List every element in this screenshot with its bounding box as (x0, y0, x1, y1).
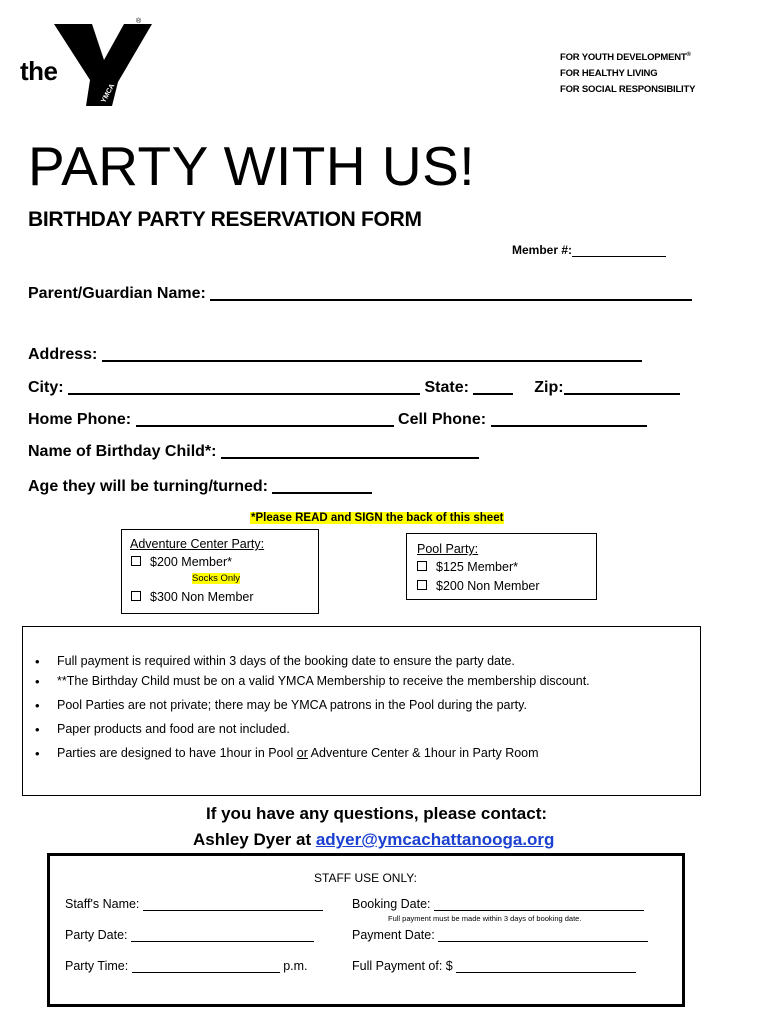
guardian-label: Parent/Guardian Name: (28, 285, 206, 302)
home-phone-line[interactable] (136, 409, 394, 427)
ymca-y-icon (46, 18, 154, 108)
rule-last-pre: Parties are designed to have 1hour in Pool (57, 746, 297, 760)
pool-party-box (406, 533, 597, 600)
adventure-member-checkbox[interactable] (131, 556, 141, 566)
party-time-field[interactable] (65, 959, 308, 973)
booking-note: Full payment must be made within 3 days of booking date. (388, 914, 582, 923)
full-payment-label: Full Payment of: $ (352, 959, 453, 973)
payment-date-line[interactable] (438, 930, 648, 942)
phone-row (28, 409, 647, 429)
age-line[interactable] (272, 476, 372, 494)
adventure-member-option[interactable] (131, 555, 232, 569)
address-field[interactable] (28, 344, 642, 364)
booking-date-field[interactable] (352, 897, 644, 911)
pool-nonmember-option[interactable] (417, 579, 540, 593)
logo-the-text: the (20, 56, 58, 86)
adventure-member-label: $200 Member* (150, 555, 232, 569)
adventure-nonmember-checkbox[interactable] (131, 591, 141, 601)
pool-nonmember-label: $200 Non Member (436, 579, 540, 593)
booking-date-label: Booking Date: (352, 897, 431, 911)
party-time-line[interactable] (132, 961, 280, 973)
logo-registered-mark: ® (136, 18, 142, 25)
child-name-line[interactable] (221, 441, 479, 459)
pool-member-label: $125 Member* (436, 560, 518, 574)
rule-item (57, 746, 539, 760)
party-time-label: Party Time: (65, 959, 129, 973)
zip-label: Zip: (534, 379, 564, 396)
staff-title: STAFF USE ONLY: (314, 871, 417, 885)
rule-item: • Pool Parties are not private; there may be YMCA patrons in the Pool during the party. (57, 698, 527, 712)
pool-member-option[interactable] (417, 560, 518, 574)
city-state-zip-row (28, 377, 680, 397)
guardian-field[interactable] (28, 283, 692, 303)
tagline (560, 47, 695, 98)
home-phone-label: Home Phone: (28, 411, 132, 428)
staff-name-field[interactable] (65, 897, 323, 911)
adventure-nonmember-label: $300 Non Member (150, 590, 254, 604)
payment-date-label: Payment Date: (352, 928, 435, 942)
cell-phone-label: Cell Phone: (398, 411, 487, 428)
adventure-title: Adventure Center Party: (130, 537, 265, 551)
pool-title: Pool Party: (417, 542, 479, 556)
read-sign-notice: *Please READ and SIGN the back of this sheet (251, 512, 504, 524)
child-name-field[interactable] (28, 441, 479, 461)
full-payment-line[interactable] (456, 961, 636, 973)
age-label: Age they will be turning/turned: (28, 478, 268, 495)
ymca-logo (18, 18, 144, 110)
age-field[interactable] (28, 476, 372, 496)
member-number-line[interactable] (572, 240, 666, 257)
pool-member-checkbox[interactable] (417, 561, 427, 571)
tagline-mark: ® (686, 52, 691, 58)
city-label: City: (28, 379, 64, 396)
state-label: State: (424, 379, 469, 396)
tagline-line-2: FOR HEALTHY LIVING (560, 68, 658, 80)
party-rules-box (22, 626, 701, 796)
adventure-nonmember-option[interactable] (131, 590, 254, 604)
member-number-field[interactable] (512, 240, 666, 257)
address-label: Address: (28, 346, 98, 363)
contact-line (193, 830, 554, 850)
payment-date-field[interactable] (352, 928, 648, 942)
rule-last-or: or (296, 746, 308, 760)
staff-name-label: Staff's Name: (65, 897, 140, 911)
guardian-line[interactable] (210, 283, 692, 301)
page-title: PARTY WITH US! (28, 135, 476, 197)
contact-heading: If you have any questions, please contact: (206, 804, 548, 823)
booking-date-line[interactable] (434, 899, 644, 911)
rule-last-post: Adventure Center & 1hour in Party Room (307, 746, 539, 760)
state-line[interactable] (473, 377, 513, 395)
member-number-label: Member #: (512, 243, 573, 257)
pool-nonmember-checkbox[interactable] (417, 580, 427, 590)
child-name-label: Name of Birthday Child*: (28, 443, 217, 460)
contact-name: Ashley Dyer at (193, 830, 316, 849)
contact-email-link[interactable]: adyer@ymcachattanooga.org (315, 830, 555, 849)
staff-name-line[interactable] (143, 899, 323, 911)
rule-item: • **The Birthday Child must be on a valid YMCA Membership to receive the membership discount. (57, 674, 590, 688)
party-date-field[interactable] (65, 928, 314, 942)
address-line[interactable] (102, 344, 642, 362)
adventure-center-box (121, 529, 319, 614)
full-payment-field[interactable] (352, 959, 636, 973)
tagline-line-3: FOR SOCIAL RESPONSIBILITY (560, 84, 696, 96)
staff-use-box (47, 853, 685, 1007)
cell-phone-line[interactable] (491, 409, 647, 427)
tagline-line-1: FOR YOUTH DEVELOPMENT (560, 52, 687, 64)
zip-line[interactable] (564, 377, 680, 395)
rule-item: • Paper products and food are not included. (57, 722, 290, 736)
party-date-line[interactable] (131, 930, 314, 942)
party-date-label: Party Date: (65, 928, 128, 942)
form-subtitle: BIRTHDAY PARTY RESERVATION FORM (28, 208, 422, 231)
rule-item: • Full payment is required within 3 days of the booking date to ensure the party date. (57, 654, 515, 668)
logo-ymca-text: YMCA (100, 82, 117, 105)
socks-only-note: Socks Only (192, 573, 241, 584)
pm-label: p.m. (283, 959, 308, 973)
city-line[interactable] (68, 377, 420, 395)
